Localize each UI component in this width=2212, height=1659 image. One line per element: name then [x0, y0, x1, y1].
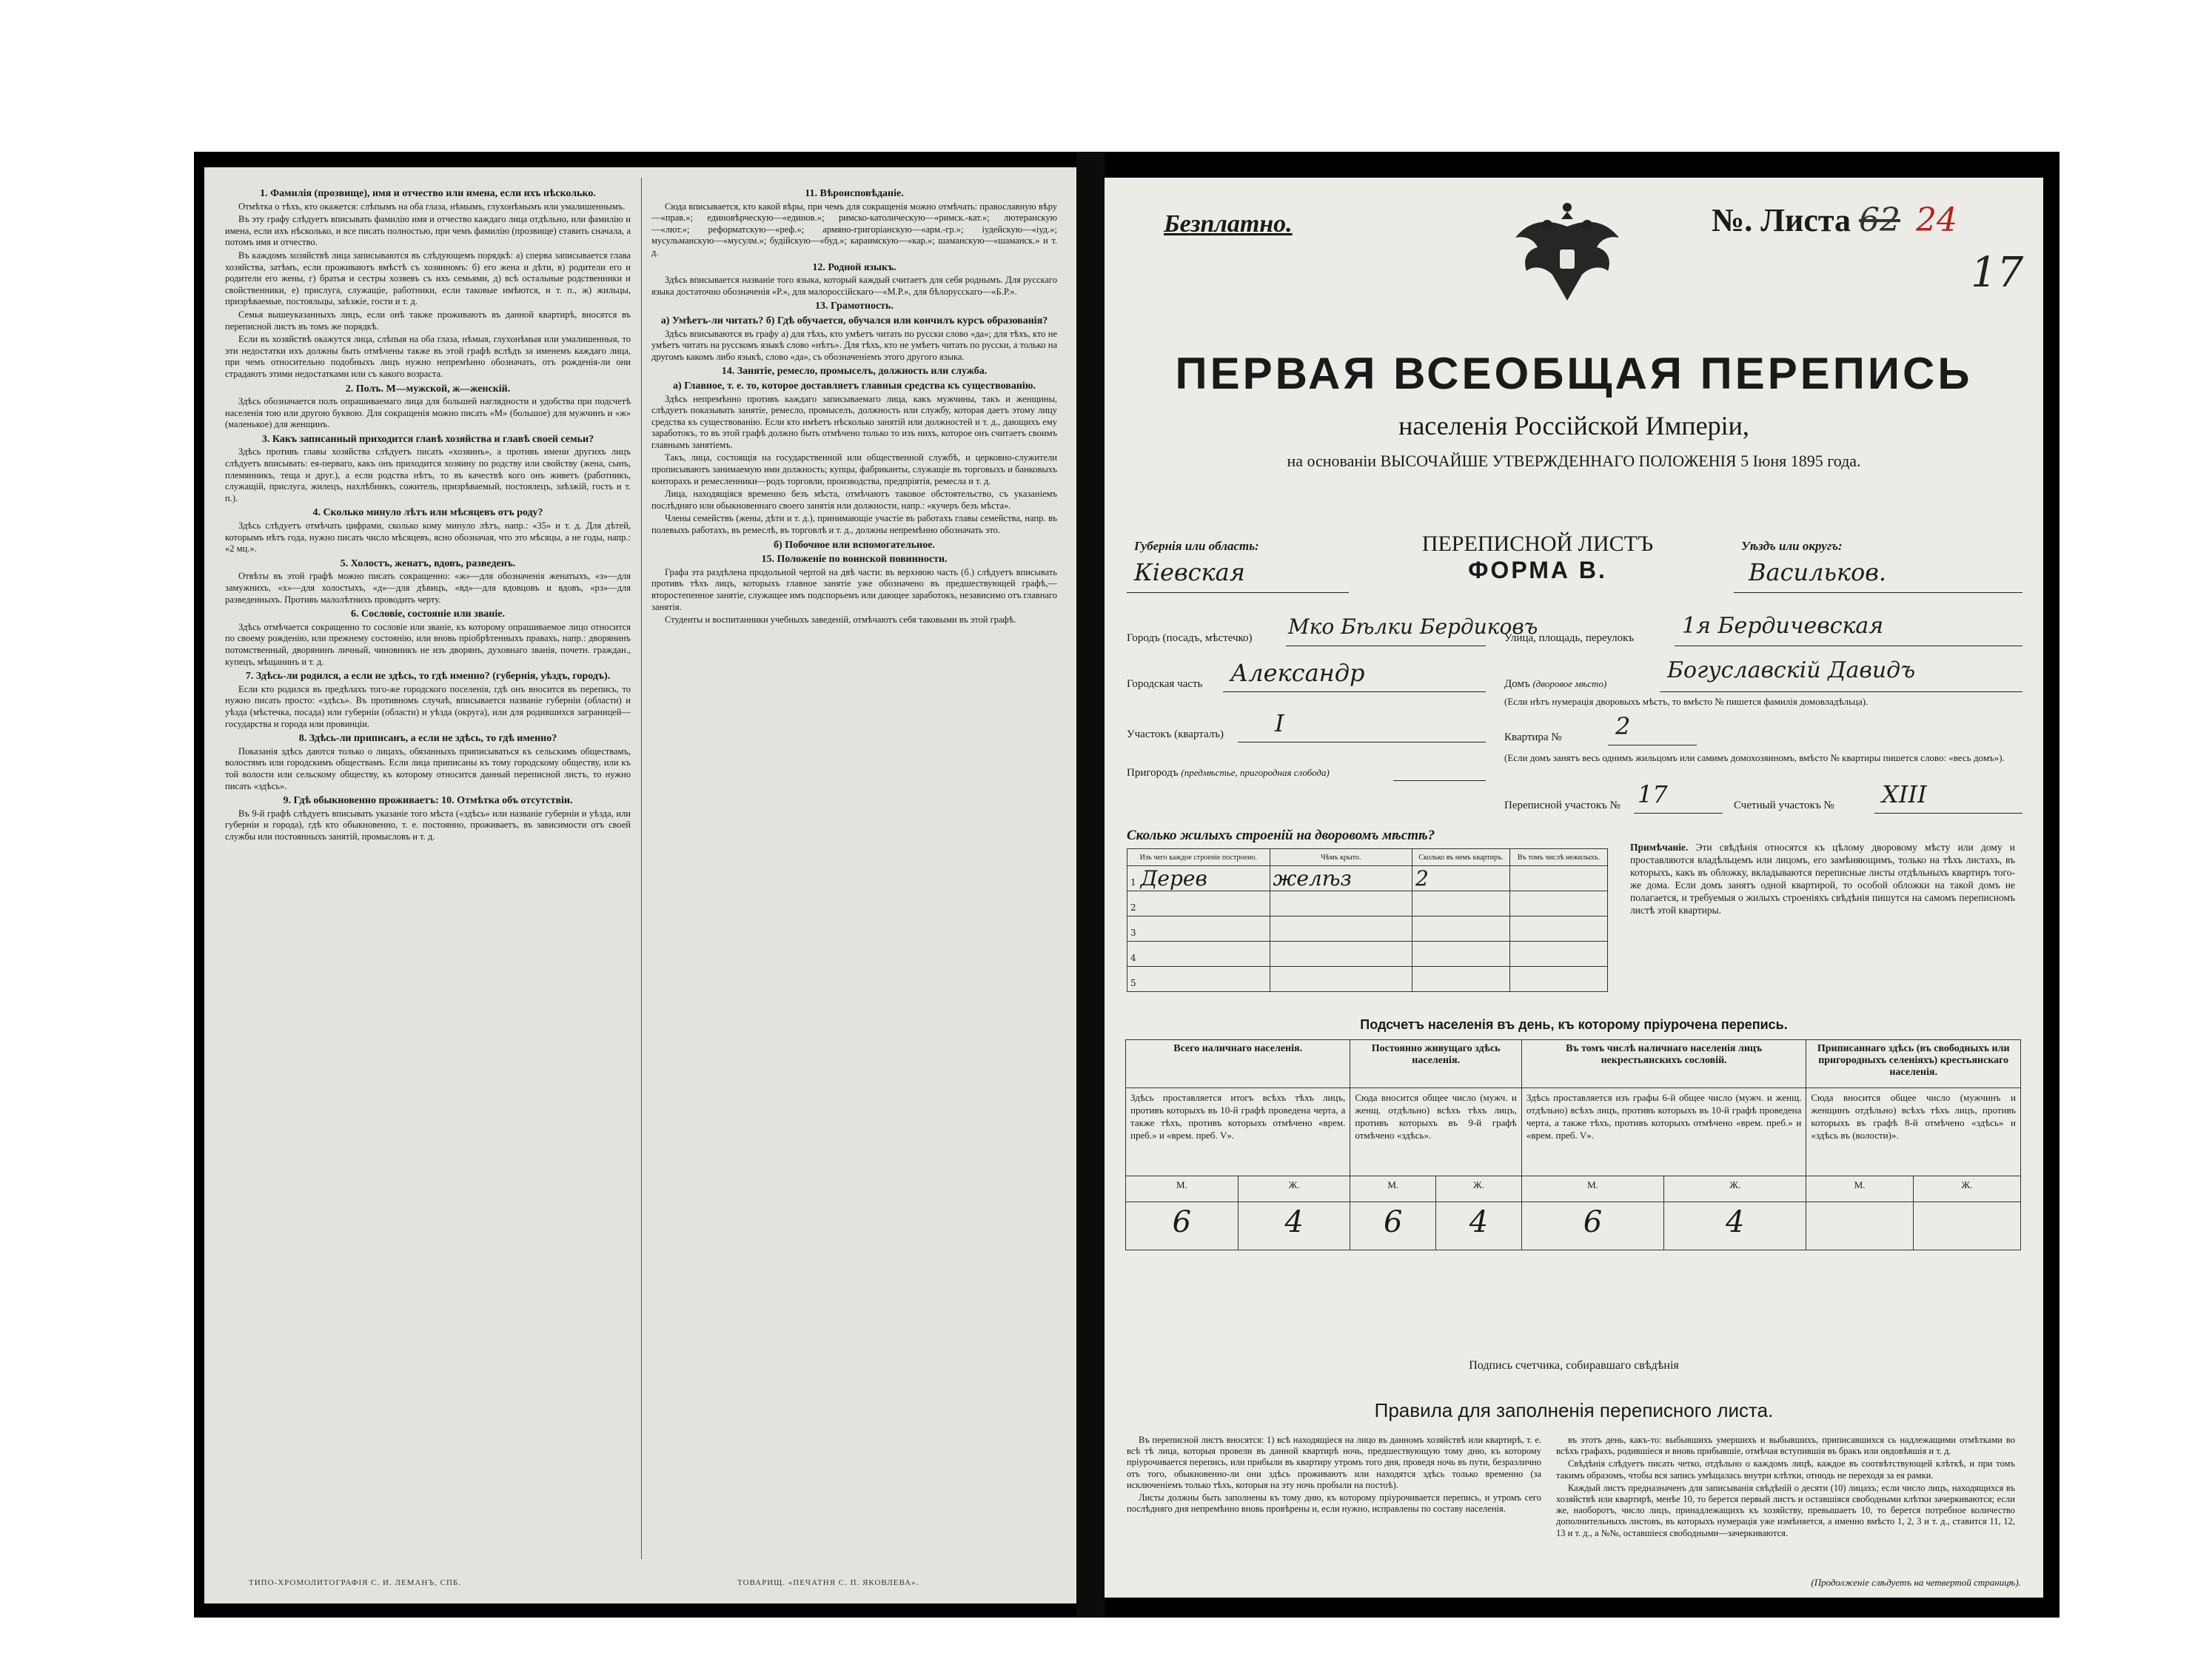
uezd-value[interactable]: Васильков.: [1749, 558, 1887, 586]
house-value[interactable]: Богуславскій Давидъ: [1667, 657, 1916, 683]
form-title: ПЕРВАЯ ВСЕОБЩАЯ ПЕРЕПИСЬ: [1175, 349, 1973, 398]
city-part-label: Городская часть: [1127, 678, 1203, 690]
instruction-paragraph: Такъ, лица, состоящія на государственной или общественной службѣ, и церковно-служители прописываютъ занимаемую ими должность; купцы, фабриканты, служащіе въ торговыхъ и банковыхъ конторахъ и ремесленники—родъ торговли, производства, предпріятія, ремесла и т. д.: [651, 452, 1057, 486]
buildings-row: [1127, 891, 1608, 916]
section-heading: 13. Грамотность.: [815, 301, 894, 312]
count-header-row: [1126, 1040, 2021, 1088]
buildings-cell-nonres[interactable]: [1510, 891, 1608, 916]
buildings-note: [1630, 841, 2015, 916]
section-heading: 4. Сколько минуло лѣтъ или мѣсяцевъ отъ роду?: [312, 507, 543, 519]
sheet-number: [1712, 201, 1957, 239]
female-count[interactable]: [1913, 1202, 2020, 1250]
legal-basis: на основаніи ВЫСОЧАЙШЕ УТВЕРЖДЕННАГО ПОЛОЖЕНІЯ 5 Іюня 1895 года.: [1287, 452, 1861, 470]
printer-imprint-left: ТИПО-ХРОМОЛИТОГРАФІЯ С. И. ЛЕМАНЪ, СПБ.: [249, 1578, 461, 1587]
instruction-paragraph: Графа эта раздѣлена продольной чертой на двѣ части: въ верхнюю часть (б.) слѣдуетъ вписывать противъ тѣхъ лицъ, которыхъ главное занятіе уже обозначено въ предшествующей графѣ,—второстепенное занятіе, служащее имъ подспорьемъ или дающее заработокъ, независимо отъ главнаго занятія.: [651, 566, 1057, 612]
buildings-cell-flats[interactable]: [1412, 891, 1510, 916]
instruction-paragraph: Показанія здѣсь даются только о лицахъ, обязанныхъ приписываться къ сельскимъ обществамъ, волостямъ или городскимъ обществамъ. Если лица приписаны къ тому городскому обществу, или къ той волости или сельскому обществу, къ которому относится данный переписной листъ, то нужно писать «здѣсь».: [225, 745, 631, 791]
apartment-note: (Если домъ занятъ весь однимъ жильцомъ или самимъ домохозяиномъ, вмѣсто № квартиры пишется слово: «весь домъ»).: [1504, 752, 2005, 763]
district-label: Участокъ (кварталъ): [1127, 728, 1224, 740]
male-label: М.: [1350, 1176, 1436, 1202]
count-column-header: Приписаннаго здѣсь (въ свободныхъ или пригородныхъ селеніяхъ) крестьянскаго населенія.: [1806, 1040, 2021, 1088]
buildings-cell-material[interactable]: [1127, 916, 1270, 942]
guberniya-value[interactable]: Кіевская: [1134, 558, 1245, 586]
section-heading: 3. Какъ записанный приходится главѣ хозяйства и главѣ своей семьи?: [261, 433, 594, 445]
instruction-paragraph: Здѣсь вписываются въ графу а) для тѣхъ, кто умѣетъ читать по русски слово «да»; для тѣхъ, кто не умѣетъ читать на русскомъ языкѣ слово «нѣтъ». Для тѣхъ, кто не умѣетъ читать по русски, а только на другомъ какомъ либо языкѣ, слово «да», съ обозначеніемъ этого другого языка.: [651, 328, 1057, 362]
suburb-underline: [1393, 780, 1486, 781]
buildings-row-number: 3: [1130, 928, 1136, 938]
instruction-paragraph: Если кто родился въ предѣлахъ того-же городского поселенія, гдѣ онъ вносится въ перепись, то нужно писать просто: «здѣсь». Въ противномъ случаѣ, вписывается названіе губерніи (области) и уѣзда (мѣстечка, посада) или губерніи (области) и уѣзда (округа), или для родившихся заграницей—государства и города или провинціи.: [225, 683, 631, 729]
buildings-cell-flats[interactable]: [1412, 942, 1510, 967]
rule-paragraph: Листы должны быть заполнены къ тому дню, къ которому пріурочивается перепись, и утромъ сего послѣдняго дня непремѣнно вновь провѣрены и, если нужно, исправлены по составу населенія.: [1127, 1492, 1541, 1515]
buildings-question: Сколько жилыхъ строеній на дворовомъ мѣстѣ?: [1127, 828, 1435, 843]
note-heading: Примѣчаніе.: [1630, 842, 1689, 853]
street-value[interactable]: 1я Бердичевская: [1682, 613, 1884, 639]
section-heading: 5. Холостъ, женатъ, вдовъ, разведенъ.: [340, 557, 516, 569]
city-label: Городъ (посадъ, мѣстечко): [1127, 632, 1253, 644]
city-part-underline: [1223, 691, 1486, 692]
instruction-paragraph: Отмѣтка о тѣхъ, кто окажется: слѣпымъ на оба глаза, нѣмымъ, глухонѣмымъ или умалишеннымъ.: [238, 201, 626, 212]
rules-title: Правила для заполненія переписного листа.: [1374, 1399, 1774, 1421]
buildings-cell-flats[interactable]: [1412, 967, 1510, 992]
section-heading: 9. Гдѣ обыкновенно проживаетъ: 10. Отмѣтка объ отсутствіи.: [283, 795, 573, 807]
section-heading: 12. Родной языкъ.: [812, 261, 896, 273]
instruction-paragraph: Здѣсь противъ главы хозяйства слѣдуетъ писать «хозяинъ», а противъ имени другихъ лицъ слѣдуетъ вписывать: ея-перваго, какъ онъ приходится хозяину по родству или свойству (жена, сынъ, племянникъ, теща и друг.), а если родства нѣтъ, то въ качествѣ кого онъ живетъ (работникъ, служащій, прислуга, жилецъ, нахлѣбникъ, сожитель, призрѣваемый, постоялецъ, заѣзжій, гость и т. п.).: [225, 446, 631, 503]
instruction-paragraph: Здѣсь слѣдуетъ отмѣчать цифрами, сколько кому минуло лѣтъ, напр.: «35» и т. д. Для дѣтей, которымъ нѣтъ года, нужно писать число мѣсяцевъ, ясно обозначая, что это мѣсяцы, а не годы, напр.: «2 мц.».: [225, 520, 631, 554]
instruction-paragraph: Если въ хозяйствѣ окажутся лица, слѣпыя на оба глаза, нѣмыя, глухонѣмыя или умалишенныя, то эти недостатки ихъ должны быть отмѣчены также въ этой графѣ вслѣдъ за именемъ каждаго лица, при чемъ относительно подобныхъ лицъ нужно непремѣнно обозначать, отъ рожденія-ли они страдаютъ этими недостатками или съ какого возраста.: [225, 334, 631, 379]
female-label: Ж.: [1664, 1176, 1806, 1202]
buildings-cell-nonres[interactable]: [1510, 942, 1608, 967]
guberniya-label: Губернія или область:: [1134, 539, 1259, 553]
buildings-cell-roof[interactable]: желѣз: [1270, 866, 1412, 891]
count-column-header: Всего наличнаго населенія.: [1126, 1040, 1350, 1088]
count-values-row: [1126, 1202, 2021, 1250]
count-column-description: Здѣсь проставляется изъ графы 6-й общее число (мужч. и женщ. отдѣльно) всѣхъ лицъ, противъ которыхъ въ 10-й графѣ проведена черта, а также тѣхъ, противъ которыхъ отмѣчено «врем. преб.» и «врем. преб. V».: [1521, 1088, 1806, 1176]
form-subtitle: населенія Россійской Имперіи,: [1398, 411, 1749, 440]
count-description-row: [1126, 1088, 2021, 1176]
rule-paragraph: Въ переписной листъ вносятся: 1) всѣ находящіеся на лицо въ данномъ хозяйствѣ или квартирѣ, т. е. всѣ тѣ лица, которыя провели въ данной квартирѣ ночь, предшествующую тому дню, къ которому пріурочивается перепись, или прибыли въ квартиру утромъ того дня, проведя ночь въ пути, безразлично отъ того, обыкновенно-ли они здѣсь проживаютъ или находятся здѣсь только временно (за исключеніемъ только тѣхъ, которыя на эту ночь пробыли на постоѣ).: [1127, 1435, 1541, 1490]
count-sex-row: [1126, 1176, 2021, 1202]
section-heading: 14. Занятіе, ремесло, промыселъ, должность или служба.: [721, 366, 988, 378]
left-page-instructions: [204, 167, 1076, 1603]
male-label: М.: [1521, 1176, 1663, 1202]
instruction-paragraph: Въ эту графу слѣдуетъ вписывать фамилію имя и отчество каждаго лица отдѣльно, или фамилію и имена, если ихъ нѣсколько, и все писать полностью, при чемъ фамилію (прозвище) ставить сначала, а потомъ имя и отчество.: [225, 214, 631, 248]
buildings-cell-roof[interactable]: [1270, 891, 1412, 916]
suburb-label: Пригородъ (предмѣстье, пригородная слобода): [1127, 767, 1330, 779]
section-heading: б) Побочное или вспомогательное.: [774, 539, 935, 551]
male-count[interactable]: 6: [1126, 1202, 1239, 1250]
counter-signature-label: Подпись счетчика, собиравшаго свѣдѣнія: [1469, 1359, 1679, 1372]
buildings-cell-material[interactable]: [1127, 942, 1270, 967]
note-text: Эти свѣдѣнія относятся къ цѣлому дворовому мѣсту или дому и проставляются владѣльцемъ или лицомъ, его замѣняющимъ, только на тѣхъ листахъ, въ которыхъ, какъ въ обложку, вкладываются переписные листы отдѣльныхъ квартиръ того-же дома. Если домъ занятъ одной квартирой, то особой обложки на такой домъ не полагается, и требуемыя о жилыхъ строеніяхъ свѣдѣнія пишутся на самомъ переписномъ листѣ этой квартиры.: [1630, 842, 2016, 916]
buildings-row: [1127, 967, 1608, 992]
sheet-number-new: 24: [1916, 201, 1958, 239]
section-heading: 8. Здѣсь-ли приписанъ, а если не здѣсь, то гдѣ именно?: [298, 733, 557, 745]
buildings-cell-roof[interactable]: [1270, 942, 1412, 967]
population-count-table: [1125, 1039, 2021, 1250]
buildings-cell-nonres[interactable]: [1510, 967, 1608, 992]
form-type-heading: [1364, 532, 1712, 584]
instruction-paragraph: Члены семействъ (жены, дѣти и т. д.), принимающіе участіе въ работахъ главы семейства, напр. въ полевыхъ работахъ, въ ремеслѣ, въ торговлѣ и т. д., должны непремѣнно обозначать это.: [651, 513, 1057, 536]
instruction-paragraph: Въ 9-й графѣ слѣдуетъ вписывать указаніе того мѣста («здѣсь» или названіе губерніи и уѣзда, или губерніи и города), гдѣ кто обыкновенно, т. е. постоянно, проживаетъ, въ зависимости отъ своей службы или постоянныхъ занятій, промысловъ и т. д.: [225, 808, 631, 842]
sheet-number-old: 62: [1859, 201, 1901, 239]
rule-paragraph: Каждый листъ предназначенъ для записыванія свѣдѣній о десяти (10) лицахъ; если число лицъ, находящихся въ хозяйствѣ или квартирѣ, менѣе 10, то берется первый листъ и оставшіяся свободными клѣтки зачеркиваются; если же, наоборотъ, число лицъ, принадлежащихъ къ хозяйству, превышаетъ 10, то берется потребное количество дополнительныхъ листовъ, въ которыхъ нумерація уже измѣняется, а именно вмѣсто 1, 2, 3 и т. д., ставится 11, 12, 13 и т. д., а №№, оставшіеся свободными—зачеркиваются.: [1556, 1482, 2015, 1538]
buildings-row: [1127, 866, 1608, 891]
district-underline: [1238, 742, 1486, 743]
section-heading: 7. Здѣсь-ли родился, а если не здѣсь, то гдѣ именно? (губернія, уѣздъ, городъ).: [245, 671, 611, 683]
section-heading: 1. Фамилія (прозвище), имя и отчество или имена, если ихъ нѣсколько.: [260, 188, 596, 199]
sheet-number-extra: 17: [1971, 249, 2024, 297]
rules-column-2: [1556, 1435, 2015, 1541]
guberniya-underline: [1127, 592, 1349, 593]
instruction-paragraph: Сюда вписывается, кто какой вѣры, при чемъ для сокращенія можно отмѣчать: православную вѣру—«прав.»; единовѣрческую—«единов.»; римско-католическую—«римск.-кат.»; лютеранскую—«лют.»; реформатскую—«реф.»; армяно-григоріанскую—«арм.-гр.»; іудейскую—«іуд.»; мусульманскую—«мусулм.»; будійскую—«буд.»; караимскую—«кар.»; шаманскую—«шаманск.» и т. д.: [651, 201, 1057, 258]
uezd-underline: [1734, 592, 2022, 593]
buildings-cell-material[interactable]: [1127, 891, 1270, 916]
house-note: (Если нѣтъ нумерація дворовыхъ мѣстъ, то вмѣсто № пишется фамилія домовладѣльца).: [1504, 696, 1869, 707]
counter-area-label: Счетный участокъ №: [1734, 800, 1834, 811]
buildings-header-roof: Чѣмъ крыто.: [1270, 849, 1412, 866]
column-divider: [641, 178, 642, 1559]
street-label: Улица, площадь, переулокъ: [1504, 632, 1635, 644]
apartment-label: Квартира №: [1504, 731, 1562, 743]
buildings-row: [1127, 916, 1608, 942]
male-count[interactable]: 6: [1521, 1202, 1663, 1250]
free-label: Безплатно.: [1164, 210, 1293, 238]
rule-paragraph: въ этотъ день, какъ-то: выбывшихъ умершихъ и выбывшихъ, приписавшихся сь надлежащими отмѣтками во всѣхъ графахъ, родившіеся и вновь прибывшіе, отмѣчая вступившія въ бракъ или овдовѣвшія и т. д.: [1556, 1435, 2015, 1457]
printer-imprint-right: ТОВАРИЩ. «ПЕЧАТНЯ С. П. ЯКОВЛЕВА».: [737, 1578, 919, 1587]
section-heading: 11. Вѣроисповѣданіе.: [805, 188, 904, 199]
section-heading: 6. Сословіе, состояніе или званіе.: [351, 609, 505, 620]
buildings-cell-flats[interactable]: 2: [1412, 866, 1510, 891]
instructions-column-1: [225, 185, 631, 1552]
count-column-header: Постоянно живущаго здѣсь населенія.: [1350, 1040, 1521, 1088]
uezd-label: Уѣздъ или округъ:: [1741, 539, 1843, 553]
buildings-cell-material[interactable]: [1127, 866, 1270, 891]
instruction-paragraph: Лица, находящіяся временно безъ мѣста, отмѣчаютъ таковое обстоятельство, съ указаніемъ послѣдняго или обыкновеннаго своего занятія или должности, напр.: «кучеръ безъ мѣста».: [651, 489, 1057, 511]
house-label: Домъ (дворовое мѣсто): [1504, 678, 1607, 690]
population-count-heading: Подсчетъ населенія въ день, къ которому пріурочена перепись.: [1360, 1017, 1788, 1032]
instruction-paragraph: Здѣсь непремѣнно противъ каждаго записываемаго лица, какъ мужчины, такъ и женщины, слѣдуетъ показывать занятіе, ремесло, промыселъ, должность или службу, которая даетъ этому лицу средства къ существованію. Если кто имѣетъ нѣсколько занятій или должностей и т. д., дающихъ ему заработокъ, то въ этой графѣ должно быть отмѣчено только то изъ нихъ, которое онъ считаетъ своимъ главнымъ занятіемъ.: [651, 393, 1057, 450]
section-heading: 15. Положеніе по воинской повинности.: [761, 554, 948, 566]
male-label: М.: [1126, 1176, 1239, 1202]
section-heading: а) Главное, т. е. то, которое доставляетъ главныя средства къ существованію.: [673, 380, 1036, 392]
census-area-label: Переписной участокъ №: [1504, 800, 1621, 811]
census-form-page: [1105, 178, 2043, 1598]
instruction-paragraph: Здѣсь отмѣчается сокращенно то сословіе или званіе, къ которому опрашиваемое лицо относится по своему рожденію, или прежнему состоянію, или вновь пріобрѣтенныхъ правахъ, напр.: дворянинъ потомственный, дворянинъ личный, чиновникъ не изъ дворянъ, духовнаго званія, почетн. граждан., купецъ, мѣщанинъ и т. д.: [225, 621, 631, 667]
buildings-table: [1127, 848, 1608, 992]
census-area-value[interactable]: 17: [1638, 780, 1668, 808]
count-column-description: Сюда вносится общее число (мужчинъ и женщинъ отдѣльно) всѣхъ тѣхъ лицъ, противъ которыхъ въ графѣ 8-й отмѣчено «здѣсь» и «здѣсь въ (волости)».: [1806, 1088, 2021, 1176]
instructions-column-2: [651, 185, 1057, 1552]
instruction-paragraph: Въ каждомъ хозяйствѣ лица записываются въ слѣдующемъ порядкѣ: а) сперва записывается глава хозяйства, затѣмъ, если проживаютъ вмѣстѣ съ хозяиномъ: б) его жена и дѣти, в) родители его и родители его жены, г) братья и сестры хозяевъ съ ихъ семьями, д) всѣ остальные родственники и свойственники, е) прислуга, служащіе, работники, если таковые имѣются, и т. п., ж) жильцы, призрѣваемые, постояльцы, заѣзжіе, гости и т. д.: [225, 249, 631, 307]
buildings-cell-material[interactable]: [1127, 967, 1270, 992]
buildings-header-row: [1127, 849, 1608, 866]
apartment-value[interactable]: 2: [1615, 712, 1631, 740]
buildings-header-material: Изъ чего каждое строеніе построено.: [1127, 849, 1270, 866]
house-underline: [1660, 691, 2022, 692]
buildings-row: [1127, 942, 1608, 967]
buildings-row-number: 5: [1130, 978, 1136, 988]
instruction-paragraph: Студенты и воспитанники учебныхъ заведеній, отмѣчаютъ себя таковыми въ этой графѣ.: [665, 614, 1016, 626]
instruction-paragraph: Семья вышеуказанныхъ лицъ, если онѣ также проживаютъ въ данной квартирѣ, вносятся въ переписной листъ въ томъ же порядкѣ.: [225, 309, 631, 332]
sheet-number-label: №. Листа: [1712, 202, 1851, 238]
buildings-row-number: 1: [1130, 877, 1136, 888]
buildings-row-number: 4: [1130, 953, 1136, 963]
buildings-header-nonresidential: Въ томъ числѣ нежилыхъ.: [1510, 849, 1608, 866]
buildings-cell-roof[interactable]: [1270, 967, 1412, 992]
section-heading: 2. Полъ. М—мужской, ж—женскій.: [345, 383, 511, 395]
female-label: Ж.: [1913, 1176, 2020, 1202]
city-part-value[interactable]: Александр: [1230, 659, 1365, 687]
buildings-header-flats: Сколько въ немъ квартиръ.: [1412, 849, 1510, 866]
male-count[interactable]: 6: [1350, 1202, 1436, 1250]
buildings-cell-nonres[interactable]: [1510, 866, 1608, 891]
instruction-paragraph: Отвѣты въ этой графѣ можно писать сокращенно: «ж»—для обозначенія женатыхъ, «з»—для замужнихъ, «х»—для холостыхъ, «д»—для дѣвицъ, «вд»—для вдовцовъ и вдовъ, «рз»—для разведенныхъ. Противъ малолѣтнихъ проводить черту.: [225, 571, 631, 605]
male-count[interactable]: [1806, 1202, 1914, 1250]
female-count[interactable]: 4: [1664, 1202, 1806, 1250]
city-value[interactable]: Мко Бѣлки Бердиковъ: [1288, 614, 1538, 639]
buildings-cell-flats[interactable]: [1412, 916, 1510, 942]
female-label: Ж.: [1436, 1176, 1522, 1202]
instruction-paragraph: Здѣсь обозначается полъ опрашиваемаго лица для большей наглядности и удобства при подсчетѣ населенія тою или другою буквою. Для сокращенія можно писать «М» (большое) для мужчинъ и «ж» (маленькое) для женщинъ.: [225, 396, 631, 430]
buildings-cell-roof[interactable]: [1270, 916, 1412, 942]
count-column-description: Сюда вносится общее число (мужч. и женщ. отдѣльно) всѣхъ тѣхъ лицъ, противъ которыхъ въ 9-й графѣ отмѣчено «здѣсь».: [1350, 1088, 1521, 1176]
buildings-cell-nonres[interactable]: [1510, 916, 1608, 942]
rule-paragraph: Свѣдѣнія слѣдуетъ писать четко, отдѣльно о каждомъ лицѣ, каждое въ соотвѣтствующей клѣткѣ, и при томъ такимъ образомъ, чтобы вся запись умѣщалась внутри клѣтки, отнюдь не переходя за ея рамки.: [1556, 1458, 2015, 1481]
female-count[interactable]: 4: [1238, 1202, 1350, 1250]
census-area-underline: [1634, 813, 1723, 814]
district-value[interactable]: I: [1275, 709, 1284, 737]
continuation-note: (Продолженіе слѣдуетъ на четвертой страницѣ).: [1811, 1577, 2021, 1588]
counter-area-value[interactable]: XIII: [1882, 780, 1927, 808]
female-count[interactable]: 4: [1436, 1202, 1522, 1250]
counter-area-underline: [1874, 813, 2022, 814]
instruction-paragraph: Здѣсь вписывается названіе того языка, который каждый считаетъ для себя роднымъ. Для русскаго языка достаточно обозначенія «Р.», для малороссійскаго—«М.Р.», для бѣлорусскаго—«Б.Р.».: [651, 275, 1057, 297]
section-heading: а) Умѣетъ-ли читать? б) Гдѣ обучается, обучался или кончилъ курсъ образованія?: [660, 315, 1048, 326]
female-label: Ж.: [1238, 1176, 1350, 1202]
double-headed-eagle-emblem: [1504, 197, 1630, 308]
form-line-1: ПЕРЕПИСНОЙ ЛИСТЪ: [1421, 532, 1654, 556]
count-column-description: Здѣсь проставляется итогъ всѣхъ тѣхъ лицъ, противъ которыхъ въ 10-й графѣ проведена черта, а также тѣхъ, противъ которыхъ отмѣчено «врем. преб.» и «врем. преб. V».: [1126, 1088, 1350, 1176]
form-line-2: ФОРМА В.: [1468, 557, 1607, 583]
rules-column-1: [1127, 1435, 1541, 1516]
male-label: М.: [1806, 1176, 1914, 1202]
buildings-cell-material-value[interactable]: Дерев: [1140, 866, 1207, 891]
page-fold: [1076, 152, 1105, 1618]
count-column-header: Въ томъ числѣ наличнаго населенія лицъ некрестьянскихъ сословій.: [1521, 1040, 1806, 1088]
buildings-row-number: 2: [1130, 902, 1136, 913]
